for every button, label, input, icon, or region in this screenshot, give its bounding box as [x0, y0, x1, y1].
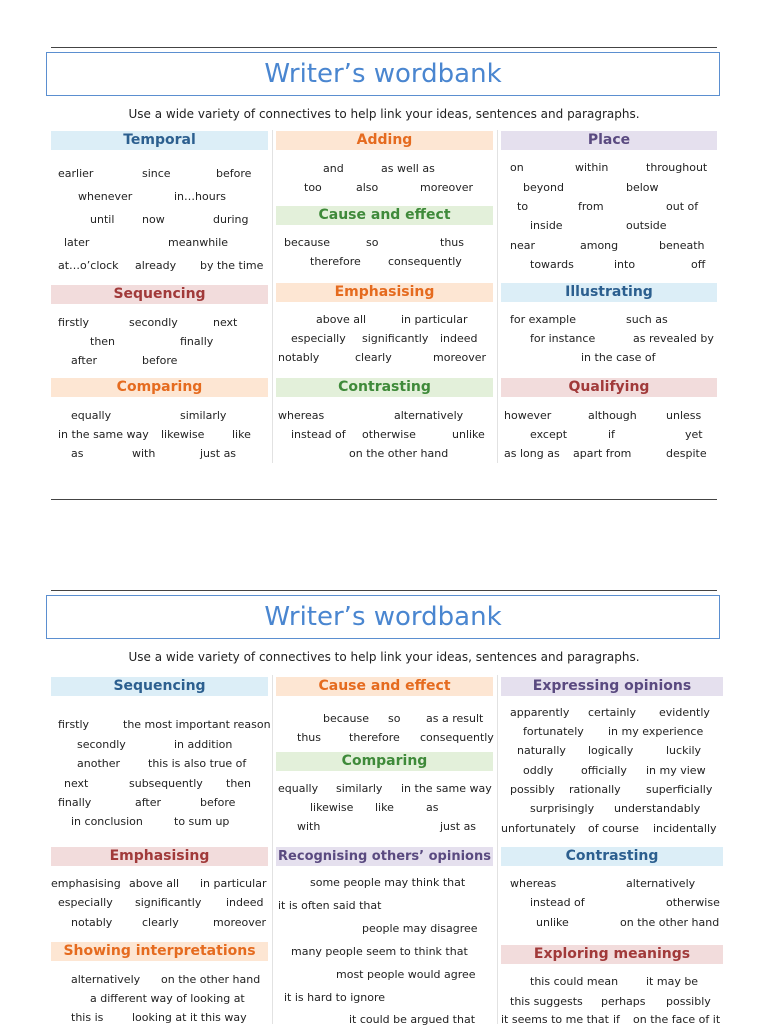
- word: similarly: [336, 782, 383, 795]
- word: before: [142, 354, 178, 367]
- word: oddly: [523, 764, 554, 777]
- word: unlike: [452, 428, 485, 441]
- word: beneath: [659, 239, 705, 252]
- word: especially: [291, 332, 346, 345]
- word: in particular: [200, 877, 267, 890]
- word: for instance: [530, 332, 596, 345]
- word: naturally: [517, 744, 566, 757]
- word: possibly: [666, 995, 711, 1008]
- word: to sum up: [174, 815, 230, 828]
- word: on the other hand: [620, 916, 720, 929]
- word: after: [71, 354, 98, 367]
- word: and: [323, 162, 344, 175]
- word: from: [578, 200, 604, 213]
- word: equally: [278, 782, 319, 795]
- word: to: [517, 200, 529, 213]
- word: logically: [588, 744, 634, 757]
- word: in the same way: [401, 782, 492, 795]
- word: likewise: [310, 801, 354, 814]
- section-heading-exploring-meanings: Exploring meanings: [501, 945, 723, 964]
- word: above all: [316, 313, 367, 326]
- word: unlike: [536, 916, 569, 929]
- word: such as: [626, 313, 668, 326]
- word: a different way of looking at: [90, 992, 245, 1005]
- word: fortunately: [523, 725, 584, 738]
- word: thus: [297, 731, 321, 744]
- intro-text: Use a wide variety of connectives to help link your ideas, sentences and paragraphs.: [128, 650, 640, 664]
- word: also: [356, 181, 379, 194]
- word: significantly: [362, 332, 429, 345]
- word: especially: [58, 896, 113, 909]
- word: in my experience: [608, 725, 704, 738]
- page-title: Writer’s wordbank: [46, 52, 720, 96]
- column-divider: [272, 675, 273, 1024]
- word: moreover: [420, 181, 474, 194]
- word: as well as: [381, 162, 435, 175]
- section-heading-contrasting: Contrasting: [501, 847, 723, 866]
- word: if: [613, 1013, 620, 1026]
- word: beyond: [523, 181, 564, 194]
- word: finally: [180, 335, 214, 348]
- word: it could be argued that: [349, 1013, 476, 1026]
- word: otherwise: [362, 428, 416, 441]
- word: looking at it this way: [132, 1011, 247, 1024]
- word: with: [132, 447, 156, 460]
- section-heading-sequencing: Sequencing: [51, 285, 268, 304]
- word: in addition: [174, 738, 233, 751]
- word: therefore: [310, 255, 361, 268]
- word: of course: [588, 822, 639, 835]
- word: too: [304, 181, 322, 194]
- word: just as: [200, 447, 237, 460]
- word: after: [135, 796, 162, 809]
- word: next: [64, 777, 89, 790]
- bottom-rule: [51, 499, 717, 500]
- word: within: [575, 161, 609, 174]
- section-heading-expressing-opinions: Expressing opinions: [501, 677, 723, 696]
- word: secondly: [129, 316, 178, 329]
- word: perhaps: [601, 995, 646, 1008]
- word: it is often said that: [278, 899, 382, 912]
- word: it seems to me that: [501, 1013, 609, 1026]
- word: now: [142, 213, 165, 226]
- word: alternatively: [626, 877, 696, 890]
- top-rule: [51, 47, 717, 48]
- word: inside: [530, 219, 563, 232]
- word: therefore: [349, 731, 400, 744]
- word: because: [323, 712, 370, 725]
- section-heading-contrasting: Contrasting: [276, 378, 493, 397]
- page-title: Writer’s wordbank: [46, 595, 720, 639]
- word: apparently: [510, 706, 570, 719]
- word: whereas: [278, 409, 325, 422]
- word: secondly: [77, 738, 126, 751]
- word: in…hours: [174, 190, 226, 203]
- section-heading-adding: Adding: [276, 131, 493, 150]
- word: significantly: [135, 896, 202, 909]
- word: until: [90, 213, 115, 226]
- word: in conclusion: [71, 815, 143, 828]
- word: possibly: [510, 783, 555, 796]
- word: notably: [71, 916, 113, 929]
- word: people may disagree: [362, 922, 478, 935]
- word: instead of: [291, 428, 346, 441]
- word: just as: [440, 820, 477, 833]
- word: on: [510, 161, 524, 174]
- word: apart from: [573, 447, 632, 460]
- word: as: [426, 801, 439, 814]
- word: this suggests: [510, 995, 583, 1008]
- word: certainly: [588, 706, 636, 719]
- section-heading-recognising-others-opinions: Recognising others’ opinions: [276, 847, 493, 866]
- word: below: [626, 181, 659, 194]
- word: as: [71, 447, 84, 460]
- word: outside: [626, 219, 667, 232]
- word: consequently: [420, 731, 494, 744]
- section-heading-comparing: Comparing: [276, 752, 493, 771]
- word: indeed: [226, 896, 264, 909]
- word: this could mean: [530, 975, 619, 988]
- column-divider: [497, 675, 498, 1024]
- word: as a result: [426, 712, 484, 725]
- word: whenever: [78, 190, 133, 203]
- section-heading-illustrating: Illustrating: [501, 283, 717, 302]
- word: like: [232, 428, 251, 441]
- word: in my view: [646, 764, 706, 777]
- section-heading-emphasising: Emphasising: [51, 847, 268, 866]
- word: moreover: [213, 916, 267, 929]
- word: this is also true of: [148, 757, 247, 770]
- word: likewise: [161, 428, 205, 441]
- word: alternatively: [394, 409, 464, 422]
- section-heading-cause-and-effect: Cause and effect: [276, 206, 493, 225]
- section-heading-comparing: Comparing: [51, 378, 268, 397]
- word: clearly: [355, 351, 392, 364]
- word: at…o’clock: [58, 259, 119, 272]
- word: emphasising: [51, 877, 121, 890]
- word: in the same way: [58, 428, 149, 441]
- section-heading-place: Place: [501, 131, 717, 150]
- word: in the case of: [581, 351, 656, 364]
- word: throughout: [646, 161, 708, 174]
- top-rule: [51, 590, 717, 591]
- word: incidentally: [653, 822, 717, 835]
- word: firstly: [58, 718, 90, 731]
- word: many people seem to think that: [291, 945, 468, 958]
- word: consequently: [388, 255, 462, 268]
- word: meanwhile: [168, 236, 229, 249]
- intro-text: Use a wide variety of connectives to help link your ideas, sentences and paragraphs.: [128, 107, 640, 121]
- word: it may be: [646, 975, 699, 988]
- word: moreover: [433, 351, 487, 364]
- word: thus: [440, 236, 464, 249]
- word: already: [135, 259, 177, 272]
- section-heading-emphasising: Emphasising: [276, 283, 493, 302]
- word: clearly: [142, 916, 179, 929]
- word: on the face of it: [633, 1013, 721, 1026]
- word: near: [510, 239, 536, 252]
- word: then: [226, 777, 252, 790]
- word: however: [504, 409, 552, 422]
- word: surprisingly: [530, 802, 595, 815]
- word: later: [64, 236, 90, 249]
- word: instead of: [530, 896, 585, 909]
- section-heading-showing-interpretations: Showing interpretations: [51, 942, 268, 961]
- word: next: [213, 316, 238, 329]
- word: on the other hand: [161, 973, 261, 986]
- word: similarly: [180, 409, 227, 422]
- word: off: [691, 258, 706, 271]
- word: equally: [71, 409, 112, 422]
- word: except: [530, 428, 568, 441]
- word: unfortunately: [501, 822, 576, 835]
- word: superficially: [646, 783, 713, 796]
- word: finally: [58, 796, 92, 809]
- word: on the other hand: [349, 447, 449, 460]
- word: before: [216, 167, 252, 180]
- word: despite: [666, 447, 707, 460]
- word: so: [366, 236, 379, 249]
- word: rationally: [569, 783, 621, 796]
- word: among: [580, 239, 619, 252]
- word: so: [388, 712, 401, 725]
- word: some people may think that: [310, 876, 466, 889]
- word: the most important reason: [123, 718, 271, 731]
- word: into: [614, 258, 636, 271]
- word: like: [375, 801, 394, 814]
- word: another: [77, 757, 121, 770]
- word: towards: [530, 258, 574, 271]
- word: firstly: [58, 316, 90, 329]
- word: it is hard to ignore: [284, 991, 385, 1004]
- word: officially: [581, 764, 627, 777]
- word: indeed: [440, 332, 478, 345]
- word: this is: [71, 1011, 104, 1024]
- word: then: [90, 335, 116, 348]
- word: as long as: [504, 447, 560, 460]
- column-divider: [272, 130, 273, 463]
- word: since: [142, 167, 171, 180]
- word: above all: [129, 877, 180, 890]
- column-divider: [497, 130, 498, 463]
- word: subsequently: [129, 777, 203, 790]
- word: understandably: [614, 802, 701, 815]
- word: for example: [510, 313, 576, 326]
- word: otherwise: [666, 896, 720, 909]
- section-heading-qualifying: Qualifying: [501, 378, 717, 397]
- word: as revealed by: [633, 332, 714, 345]
- section-heading-cause-and-effect: Cause and effect: [276, 677, 493, 696]
- word: in particular: [401, 313, 468, 326]
- word: earlier: [58, 167, 94, 180]
- word: yet: [685, 428, 703, 441]
- word: although: [588, 409, 637, 422]
- word: alternatively: [71, 973, 141, 986]
- word: if: [608, 428, 615, 441]
- word: out of: [666, 200, 699, 213]
- word: unless: [666, 409, 702, 422]
- section-heading-temporal: Temporal: [51, 131, 268, 150]
- word: luckily: [666, 744, 702, 757]
- word: notably: [278, 351, 320, 364]
- word: with: [297, 820, 321, 833]
- word: before: [200, 796, 236, 809]
- section-heading-sequencing: Sequencing: [51, 677, 268, 696]
- word: most people would agree: [336, 968, 476, 981]
- word: by the time: [200, 259, 264, 272]
- word: whereas: [510, 877, 557, 890]
- word: because: [284, 236, 331, 249]
- word: evidently: [659, 706, 710, 719]
- word: during: [213, 213, 249, 226]
